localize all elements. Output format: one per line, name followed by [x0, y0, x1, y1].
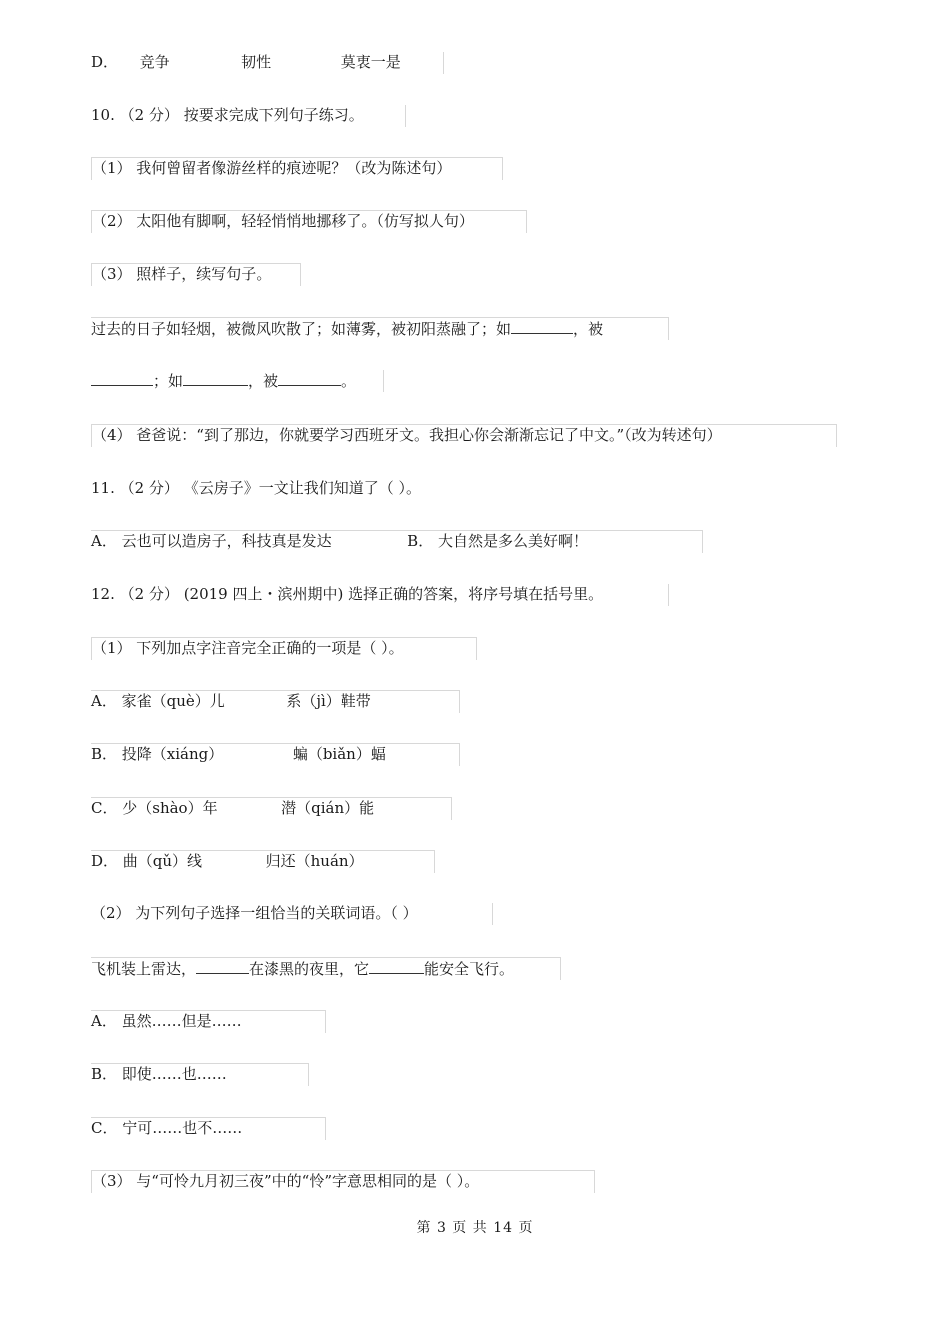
option-b[interactable]: B． 大自然是多么美好啊！: [407, 532, 588, 550]
q9-option-d: [91, 52, 444, 74]
question-11-stem: [91, 478, 421, 500]
option-text: B． 投降（xiáng）: [91, 745, 224, 763]
sentence-text: ；如: [153, 372, 184, 390]
q12-p2-option-a[interactable]: [91, 1010, 326, 1033]
option-text: C． 宁可……也不……: [91, 1119, 243, 1137]
question-text: 11. （2 分） 《云房子》一文让我们知道了（ ）。: [91, 479, 421, 497]
q12-p1-option-d[interactable]: [91, 850, 435, 873]
option-text: 蝙（biǎn）蝠: [292, 745, 386, 763]
option-text: A． 家雀（què）儿: [91, 692, 225, 710]
q12-p1-option-a[interactable]: [91, 690, 460, 713]
option-a[interactable]: A． 云也可以造房子，科技真是发达: [91, 532, 332, 550]
option-word-b: 韧性: [241, 53, 272, 71]
answer-blank[interactable]: [91, 370, 153, 386]
q12-part-3: [91, 1170, 595, 1193]
option-text: A． 虽然……但是……: [91, 1012, 242, 1030]
q10-continuation-line-2: [91, 370, 384, 392]
question-text: 12. （2 分） (2019 四上・滨州期中) 选择正确的答案，将序号填在括号里。: [91, 585, 604, 603]
subquestion-text: （3） 照样子，续写句子。: [92, 265, 272, 283]
q10-subquestion-1: [91, 157, 503, 180]
sentence-text: ，被: [573, 320, 604, 338]
option-text: D． 曲（qǔ）线: [91, 852, 203, 870]
option-word-a: 竞争: [139, 53, 170, 71]
answer-blank[interactable]: [183, 370, 248, 386]
sentence-text: ，被: [248, 372, 279, 390]
q12-p1-option-c[interactable]: [91, 797, 452, 820]
question-text: 10. （2 分） 按要求完成下列句子练习。: [91, 106, 364, 124]
q12-part-2: [91, 903, 493, 925]
option-label: D．: [91, 53, 119, 71]
q10-subquestion-3: [91, 263, 301, 286]
option-text: 潜（qián）能: [281, 799, 375, 817]
q12-p2-option-b[interactable]: [91, 1063, 309, 1086]
answer-blank[interactable]: [196, 958, 249, 974]
sentence-text: 过去的日子如轻烟，被微风吹散了；如薄雾，被初阳蒸融了；如: [91, 320, 512, 338]
answer-blank[interactable]: [511, 318, 573, 334]
question-10-stem: [91, 105, 406, 127]
subquestion-text: （1） 我何曾留者像游丝样的痕迹呢？（改为陈述句）: [92, 159, 452, 177]
option-word-c: 莫衷一是: [340, 53, 401, 71]
page-footer: 第 3 页 共 14 页: [416, 1220, 534, 1236]
subquestion-text: （3） 与“可怜九月初三夜”中的“怜”字意思相同的是（ ）。: [92, 1172, 480, 1190]
option-text: 系（jì）鞋带: [286, 692, 371, 710]
q10-subquestion-2: [91, 210, 527, 233]
option-text: 归还（huán）: [265, 852, 364, 870]
q12-part-1: [91, 637, 477, 660]
subquestion-text: （2） 太阳他有脚啊，轻轻悄悄地挪移了。（仿写拟人句）: [92, 212, 474, 230]
option-text: C． 少（shào）年: [91, 799, 218, 817]
q10-subquestion-4: [91, 424, 837, 447]
q10-continuation-line-1: [91, 317, 669, 340]
subquestion-text: （1） 下列加点字注音完全正确的一项是（ ）。: [92, 639, 404, 657]
sentence-text: 飞机装上雷达，: [91, 960, 197, 978]
sentence-text: 能安全飞行。: [424, 960, 515, 978]
option-text: B． 即使……也……: [91, 1065, 227, 1083]
answer-blank[interactable]: [369, 958, 424, 974]
subquestion-text: （2） 为下列句子选择一组恰当的关联词语。（ ）: [91, 904, 418, 922]
q12-p1-option-b[interactable]: [91, 743, 460, 766]
q11-options: [91, 530, 703, 553]
sentence-text: 。: [341, 372, 357, 390]
subquestion-text: （4） 爸爸说：“到了那边，你就要学习西班牙文。我担心你会渐渐忘记了中文。”（改为转述句）: [92, 426, 722, 444]
q12-p2-option-c[interactable]: [91, 1117, 326, 1140]
sentence-text: 在漆黑的夜里，它: [249, 960, 370, 978]
answer-blank[interactable]: [278, 370, 341, 386]
q12-p2-sentence: [91, 957, 561, 980]
question-12-stem: [91, 584, 669, 606]
